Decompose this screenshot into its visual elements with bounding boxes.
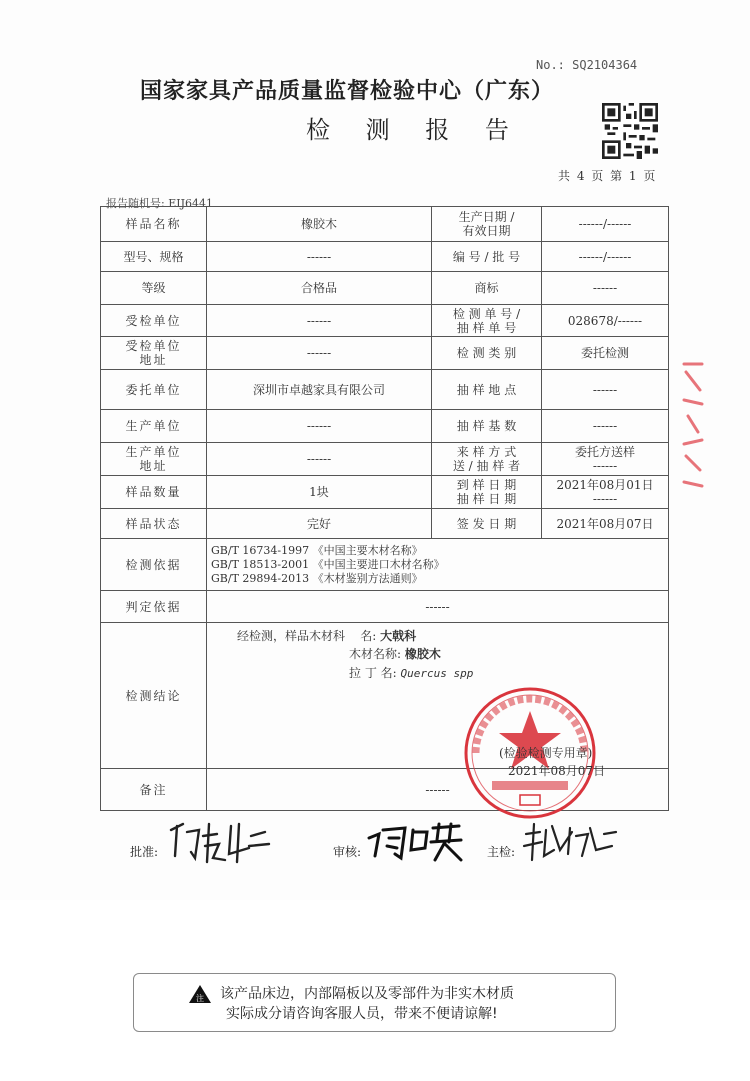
approve-label: 批准:: [130, 845, 159, 859]
seal-date: 2021年08月07日: [508, 764, 606, 778]
table-row: [101, 305, 669, 337]
table-row: [101, 443, 669, 476]
conclusion-family-key: 名:: [360, 629, 377, 643]
table-row: [101, 591, 669, 623]
inspected-addr-label-text: 受检单位 地址: [125, 339, 182, 367]
sampling-place-value: ------: [542, 370, 669, 410]
arrival-label-text: 到 样 日 期 抽 样 日 期: [456, 478, 517, 506]
model-label: 型号、规格: [101, 242, 207, 272]
producer-addr-label: [101, 443, 207, 476]
model-value: ------: [207, 242, 432, 272]
status-value: 完好: [207, 509, 432, 539]
arrival-value-text: 2021年08月01日 ------: [556, 478, 654, 506]
issue-date-value: 2021年08月07日: [542, 509, 669, 539]
table-row: [101, 539, 669, 591]
test-no-value: 028678/------: [542, 305, 669, 337]
arrival-label: [432, 476, 542, 509]
inspected-addr-value: ------: [207, 337, 432, 370]
table-row: [101, 410, 669, 443]
sampling-base-label: 抽 样 基 数: [432, 410, 542, 443]
batch-value: ------/------: [542, 242, 669, 272]
status-label: 样品状态: [101, 509, 207, 539]
seal-caption: (检验检测专用章): [499, 746, 593, 760]
sample-name-label: 样品名称: [101, 207, 207, 242]
report-serial: 报告随机号: EIJ6441: [106, 197, 213, 210]
notice-line-2: 实际成分请咨询客服人员，带来不便请谅解!: [226, 1006, 498, 1022]
table-row: [101, 509, 669, 539]
inspected-unit-value: ------: [207, 305, 432, 337]
sampling-place-label: 抽 样 地 点: [432, 370, 542, 410]
table-row: [101, 337, 669, 370]
test-type-label: 检 测 类 别: [432, 337, 542, 370]
remarks-value: ------: [207, 769, 669, 811]
table-row: [101, 370, 669, 410]
conclusion-latin-key: 拉 丁 名:: [349, 666, 397, 680]
report-number: No.: SQ2104364: [536, 58, 638, 72]
table-row: [101, 272, 669, 305]
grade-label: 等级: [101, 272, 207, 305]
warning-icon: [188, 984, 212, 1004]
table-row: [101, 242, 669, 272]
qr-code-icon: [602, 103, 658, 159]
sample-name-value: 橡胶木: [207, 207, 432, 242]
delivery-label-text: 来 样 方 式 送 / 抽 样 者: [452, 445, 521, 473]
warning-icon-label: 注: [196, 994, 204, 1003]
document-title: 检 测 报 告: [306, 116, 523, 144]
conclusion-line-1: [237, 629, 416, 643]
judge-label: 判定依据: [101, 591, 207, 623]
conclusion-wood-key: 木材名称:: [349, 647, 402, 661]
brand-label: 商标: [432, 272, 542, 305]
delivery-value-text: 委托方送样 ------: [574, 445, 635, 473]
remarks-label: 备注: [101, 769, 207, 811]
prod-date-label-text: 生产日期 / 有效日期: [458, 210, 515, 238]
batch-label: 编 号 / 批 号: [432, 242, 542, 272]
notice-box: [133, 973, 616, 1032]
quantity-value: 1块: [207, 476, 432, 509]
producer-addr-value: ------: [207, 443, 432, 476]
test-no-label-text: 检 测 单 号 / 抽 样 单 号: [452, 306, 521, 335]
producer-label: 生产单位: [101, 410, 207, 443]
conclusion-label: 检测结论: [101, 623, 207, 769]
test-type-value: 委托检测: [542, 337, 669, 370]
brand-value: ------: [542, 272, 669, 305]
inspected-unit-label: 受检单位: [101, 305, 207, 337]
conclusion-wood-value: 橡胶木: [404, 647, 441, 661]
grade-value: 合格品: [207, 272, 432, 305]
conclusion-prefix: 经检测，样品木材科: [237, 629, 346, 643]
arrival-value: [542, 476, 669, 509]
review-label: 审核:: [333, 845, 362, 859]
basis-standard-1: GB/T 16734-1997 《中国主要木材名称》: [211, 543, 423, 557]
table-row: [101, 476, 669, 509]
sampling-base-value: ------: [542, 410, 669, 443]
conclusion-latin-value: Quercus spp: [400, 667, 474, 680]
producer-value: ------: [207, 410, 432, 443]
approve-signature-icon: [165, 818, 275, 866]
prod-date-label: [432, 207, 542, 242]
basis-label: 检测依据: [101, 539, 207, 591]
basis-standard-3: GB/T 29894-2013 《木材鉴别方法通则》: [211, 571, 423, 585]
page-indicator: 共 4 页 第 1 页: [558, 169, 656, 183]
client-value: 深圳市卓越家具有限公司: [207, 370, 432, 410]
conclusion-family-value: 大戟科: [380, 629, 417, 643]
client-label: 委托单位: [101, 370, 207, 410]
table-row: [101, 207, 669, 242]
producer-addr-label-text: 生产单位 地址: [125, 445, 182, 473]
judge-value: ------: [207, 591, 669, 623]
conclusion-line-3: [349, 666, 473, 681]
notice-line-1: 该产品床边，内部隔板以及零部件为非实木材质: [220, 986, 514, 1002]
test-no-label: [432, 305, 542, 337]
inspected-addr-label: [101, 337, 207, 370]
quantity-label: 样品数量: [101, 476, 207, 509]
basis-value: [207, 539, 669, 591]
inspect-label: 主检:: [487, 845, 516, 859]
delivery-label: [432, 443, 542, 476]
inspect-signature-icon: [520, 820, 620, 864]
delivery-value: [542, 443, 669, 476]
issue-date-label: 签 发 日 期: [432, 509, 542, 539]
basis-standard-2: GB/T 18513-2001 《中国主要进口木材名称》: [211, 557, 445, 571]
review-signature-icon: [365, 820, 465, 864]
organization-title: 国家家具产品质量监督检验中心（广东）: [140, 78, 555, 104]
conclusion-line-2: [349, 647, 441, 661]
edge-seal-icon: [680, 360, 706, 500]
prod-date-value: ------/------: [542, 207, 669, 242]
